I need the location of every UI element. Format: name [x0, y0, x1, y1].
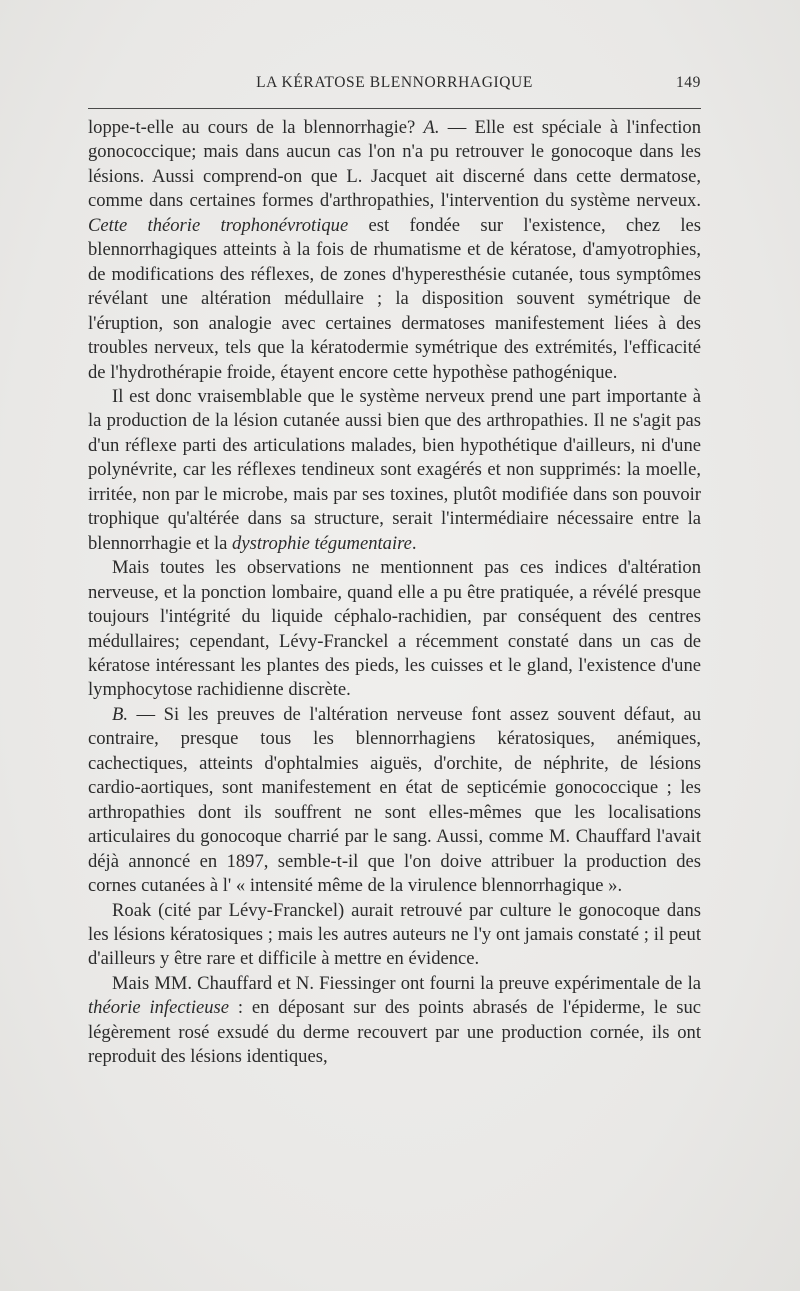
text-run: .: [411, 532, 417, 554]
italic-text: dystrophie tégumentaire: [232, 532, 412, 554]
italic-text: A.: [423, 117, 440, 138]
italic-text: B.: [112, 703, 129, 725]
text-run: est fondée sur l'existence, chez les blennorrhagiques atteints à la fois de rhumatisme et de kératose, d'amyotrophies, de modifications des réflexes, de zones d'hyperesthésie cutanée, tous symptômes révélant une altération médullaire ; la disposition souvent symétrique de l'éruption, son analogie avec certaines dermatoses manifestement liées à des troubles nerveux, tels que la kératodermie symétrique des extrémités, l'efficacité de l'hydrothérapie froide, étayent encore cette hypothèse pathogénique.: [88, 214, 701, 383]
text-run: : en déposant sur des points abrasés de l'épiderme, le suc légèrement rosé exsudé du derme recouvert par une production cornée, ils ont reproduit des lésions identiques,: [88, 997, 701, 1068]
paragraph: [88, 972, 701, 1070]
page-number: 149: [675, 74, 701, 91]
italic-text: théorie infectieuse: [88, 997, 230, 1019]
text-run: Mais MM. Chauffard et N. Fiessinger ont fourni la preuve expérimentale de la: [112, 972, 701, 994]
body-text: [88, 116, 701, 1070]
header-rule: [88, 108, 701, 109]
paragraph: [88, 703, 701, 899]
text-run: — Elle est spéciale à l'infection gonococcique; mais dans aucun cas l'on n'a pu retrouver le gonocoque dans les lésions. Aussi comprend-on que L. Jacquet ait discerné dans cette dermatose, comme dans certaines formes d'arthropathies, l'intervention du système nerveux.: [88, 117, 701, 212]
text-run: Il est donc vraisemblable que le système nerveux prend une part importante à la production de la lésion cutanée aussi bien que des arthropathies. Il ne s'agit pas d'un réflexe parti des articulations malades, bien hypothétique d'ailleurs, ni d'une polynévrite, car les réflexes tendineux sont exagérés et non supprimés: la moelle, irritée, non par le microbe, mais par ses toxines, plutôt modifiée dans son pouvoir trophique qu'altérée dans sa structure, serait l'intermédiaire nécessaire entre la blennorrhagie et la: [88, 385, 701, 554]
text-run: Mais toutes les observations ne mentionnent pas ces indices d'altération nerveuse, et la ponction lombaire, quand elle a pu être pratiquée, a révélé presque toujours l'intégrité du liquide céphalo-rachidien, par conséquent des centres médullaires; cependant, Lévy-Franckel a récemment constaté dans un cas de kératose intéressant les plantes des pieds, les cuisses et le gland, l'existence d'une lymphocytose rachidienne discrète.: [88, 557, 701, 701]
paragraph: [88, 116, 701, 385]
paragraph: [88, 556, 701, 703]
text-run: loppe-t-elle au cours de la blennorrhagie?: [88, 117, 424, 138]
text-run: Roak (cité par Lévy-Franckel) aurait retrouvé par culture le gonocoque dans les lésions kératosiques ; mais les autres auteurs ne l'y ont jamais constaté ; il peut d'ailleurs y être rare et difficile à mettre en évidence.: [88, 899, 701, 970]
running-head: [88, 72, 701, 96]
running-title: LA KÉRATOSE BLENNORRHAGIQUE: [256, 74, 533, 91]
italic-text: Cette théorie trophonévrotique: [88, 214, 349, 236]
paragraph: [88, 385, 701, 556]
paragraph: [88, 899, 701, 972]
text-run: — Si les preuves de l'altération nerveuse font assez souvent défaut, au contraire, presque tous les blennorrhagiens kératosiques, anémiques, cachectiques, atteints d'ophtalmies aiguës, d'orchite, de néphrite, de lésions cardio-aortiques, sont manifestement en état de septicémie gonococcique ; les arthropathies dont ils souffrent ne sont elles-mêmes que les localisations articulaires du gonocoque charrié par le sang. Aussi, comme M. Chauffard l'avait déjà annoncé en 1897, semble-t-il que l'on doive attribuer la production des cornes cutanées à l' « intensité même de la virulence blennorrhagique ».: [88, 703, 701, 897]
